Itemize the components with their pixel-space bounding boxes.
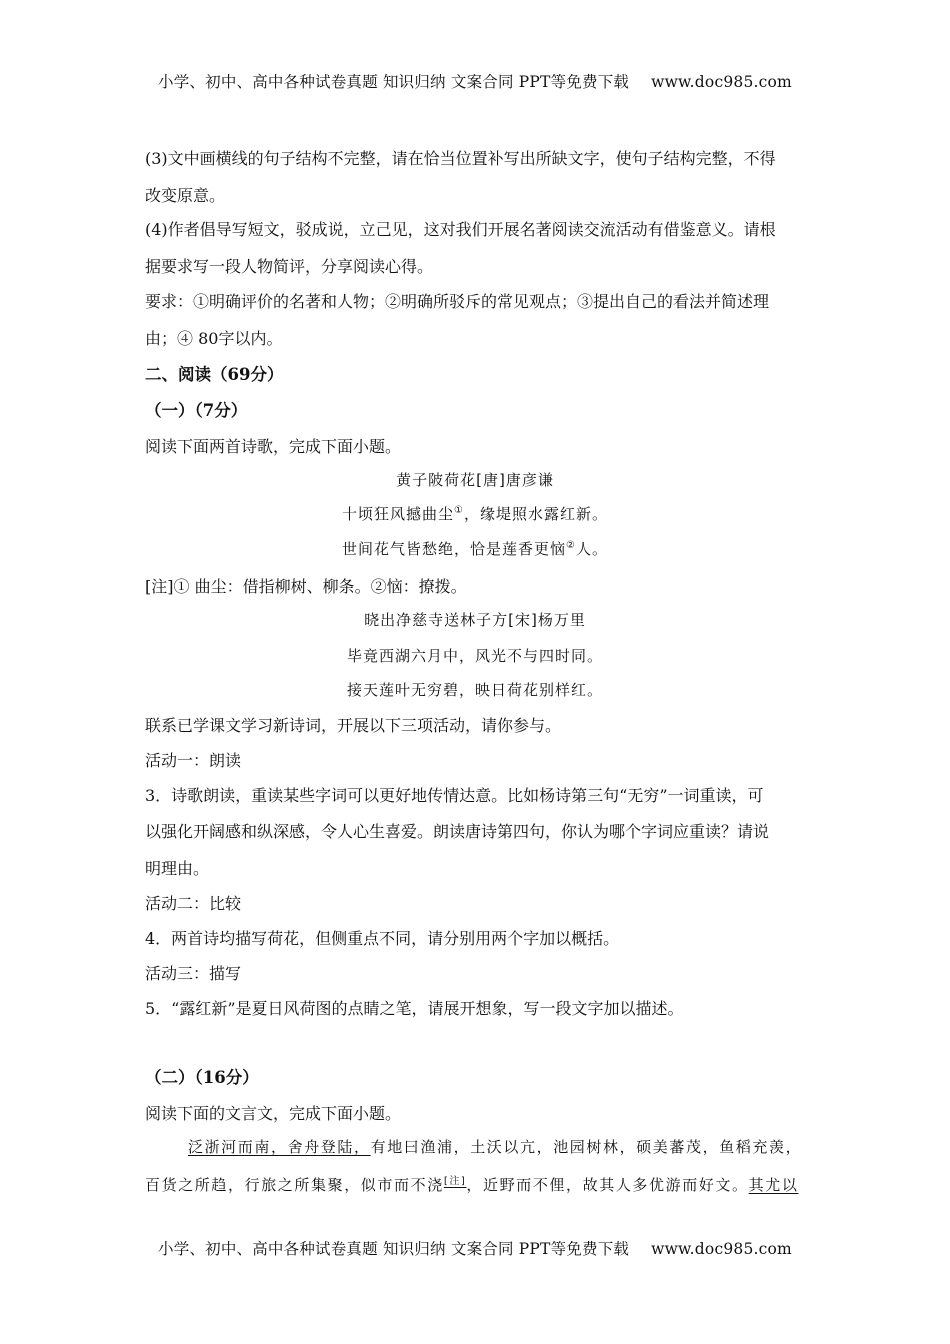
poem1-line2-b: 人。 [575,540,608,558]
poem1-line1-b: ，缘堤照水露红新。 [463,505,608,523]
question5: 5．“露红新”是夏日风荷图的点睛之笔，请展开想象，写一段文字加以描述。 [145,999,684,1018]
question4: 4．两首诗均描写荷花，但侧重点不同，请分别用两个字加以概括。 [145,929,620,948]
activity3-title: 活动三：描写 [145,964,242,983]
classical-text-line2-a: 百货之所趋，行旅之所集聚，似市而不浇 [145,1176,444,1194]
poem1-line1-a: 十顷狂风撼曲尘 [342,505,455,523]
poem2-line2: 接天莲叶无穷碧，映日荷花别样红。 [346,681,603,699]
q3-line2: 改变原意。 [145,186,226,205]
footnote-mark-2: ② [566,540,576,551]
question3-line1: 3．诗歌朗读，重读某些字词可以更好地传情达意。比如杨诗第三句“无穷”一词重读，可 [145,786,764,805]
question3-line2: 以强化开阔感和纵深感，令人心生喜爱。朗读唐诗第四句，你认为哪个字词应重读？请说 [145,822,770,841]
part1-title: （一）（7分） [145,401,248,420]
q4-requirement-1: 要求：①明确评价的名著和人物；②明确所驳斥的常见观点；③提出自己的看法并简述理 [145,292,770,311]
section2-title: 二、阅读（69分） [145,365,284,384]
note-mark: [注] [443,1176,467,1187]
classical-text-line1-rest: 有地曰渔浦，土沃以亢，池园树林，硕美蕃茂，鱼稻充羡， [370,1138,803,1156]
q4-requirement-2: 由；④ 80字以内。 [145,329,283,348]
q4-line1: (4)作者倡导写短文，驳成说，立己见，这对我们开展名著阅读交流活动有借鉴意义。请根 [145,220,776,239]
classical-text-line2 [145,1172,798,1195]
header-text: 小学、初中、高中各种试卷真题 知识归纳 文案合同 PPT等免费下载 [158,73,630,91]
classical-text-line1 [188,1136,802,1157]
activity2-title: 活动二：比较 [145,894,242,913]
page-footer [0,1237,950,1259]
task-intro: 联系已学课文学习新诗词，开展以下三项活动，请你参与。 [145,716,562,735]
poem1-line2 [0,538,950,559]
underlined-sentence-1: 泛浙河而南，舍舟登陆， [188,1138,371,1156]
poem1-line2-a: 世间花气皆愁绝，恰是莲香更恼 [342,540,567,558]
poem2-line1: 毕竟西湖六月中，风光不与四时同。 [346,647,603,665]
question3-line3: 明理由。 [145,859,210,878]
footnote-mark-1: ① [454,505,464,516]
part2-intro: 阅读下面的文言文，完成下面小题。 [145,1104,402,1123]
part2-title: （二）（16分） [145,1068,259,1087]
header-site: www.doc985.com [651,73,792,91]
underlined-sentence-2: 其尤以 [748,1176,799,1194]
footer-site: www.doc985.com [651,1240,792,1258]
q4-line2: 据要求写一段人物简评，分享阅读心得。 [145,257,434,276]
poem1-title: 黄子陂荷花[唐]唐彦谦 [396,471,554,489]
q3-line1: (3)文中画横线的句子结构不完整，请在恰当位置补写出所缺文字，使句子结构完整，不得 [145,149,776,168]
footer-text: 小学、初中、高中各种试卷真题 知识归纳 文案合同 PPT等免费下载 [158,1240,630,1258]
poem1-note: [注]① 曲尘：借指柳树、柳条。②恼：撩拨。 [145,577,467,596]
part1-intro: 阅读下面两首诗歌，完成下面小题。 [145,437,402,456]
page-header [0,70,950,92]
activity1-title: 活动一：朗读 [145,751,242,770]
classical-text-line2-b: ，近野而不俚，故其人多优游而好文。 [466,1176,749,1194]
poem1-line1 [0,503,950,524]
poem2-title: 晓出净慈寺送林子方[宋]杨万里 [364,611,586,629]
